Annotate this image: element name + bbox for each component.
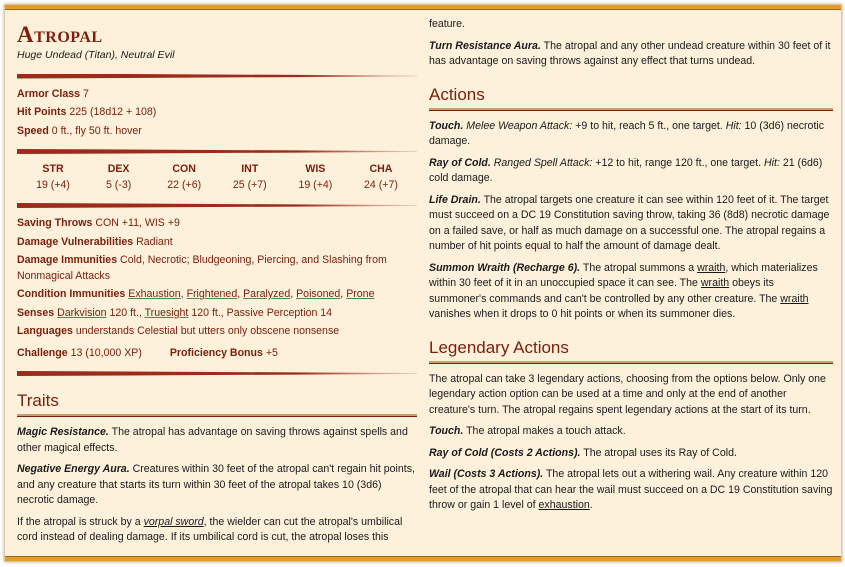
ability-cha: CHA 24 (+7): [364, 163, 398, 191]
traits-heading: Traits: [17, 391, 59, 410]
wraith-link[interactable]: wraith: [780, 292, 809, 305]
proficiency-bonus: Proficiency Bonus +5: [169, 346, 278, 359]
ability-wis: WIS 19 (+4): [298, 163, 333, 191]
ability-scores: [17, 162, 417, 193]
exhaustion-link[interactable]: exhaustion: [538, 499, 590, 511]
action-ray-of-cold: Ray of Cold. Ranged Spell Attack: +12 to hit, range 120 ft., one target. Hit: 21 (6d6) cold damage.: [429, 156, 823, 184]
languages: Languages understands Celestial but utters only obscene nonsense: [17, 325, 340, 337]
stat-block: [4, 4, 842, 562]
legendary-wail: Wail (Costs 3 Actions). The atropal lets out a withering wail. Any creature within 120 feet of the atropal that can hear the wail must succeed on a DC 19 Constitution saving throw or gain 1 level of exhaustion.: [429, 468, 833, 511]
legendary-touch: Touch. The atropal makes a touch attack.: [429, 425, 626, 437]
legendary-heading: Legendary Actions: [429, 337, 569, 357]
saving-throws: Saving Throws CON +11, WIS +9: [17, 217, 180, 229]
hit-points: Hit Points 225 (18d12 + 108): [17, 106, 157, 118]
vorpal-sword-link[interactable]: vorpal sword: [143, 515, 204, 528]
heading-underline: [17, 414, 417, 417]
left-column: [17, 11, 417, 555]
challenge-row: [17, 346, 417, 362]
monster-subtitle: Huge Undead (Titan), Neutral Evil: [17, 49, 175, 61]
trait-turn-resistance: Turn Resistance Aura. The atropal and any other undead creature within 30 feet of it has advantage on saving throws against any effect that turns undead.: [429, 39, 831, 67]
condition-link[interactable]: Poisoned: [296, 288, 341, 300]
challenge: Challenge 13 (10,000 XP): [17, 346, 142, 359]
action-summon-wraith: Summon Wraith (Recharge 6). The atropal summons a wraith, which materializes within 30 feet of it in an unoccupied space it can see. The wraith obeys its summoner's commands and can't be controlled by any other creature. The wraith vanishes when it drops to 0 hit points or when its summoner dies.: [429, 261, 818, 320]
trait-continuation: feature.: [429, 18, 465, 30]
armor-class: Armor Class 7: [17, 87, 89, 100]
actions-heading: Actions: [429, 84, 485, 104]
trait-negative-energy-aura: Negative Energy Aura. Creatures within 30 feet of the atropal can't regain hit points, and any creature that starts its turn within 30 feet of the atropal takes 10 (3d6) necrotic damage.: [17, 463, 415, 506]
divider: [17, 203, 417, 208]
condition-link[interactable]: Exhaustion: [128, 288, 181, 300]
divider: [17, 74, 417, 79]
condition-link[interactable]: Paralyzed: [243, 288, 291, 300]
trait-magic-resistance: Magic Resistance. The atropal has advantage on saving throws against spells and other magical effects.: [17, 426, 408, 454]
senses: Senses Darkvision 120 ft., Truesight 120 ft., Passive Perception 14: [17, 306, 333, 319]
heading-underline: [429, 108, 833, 111]
condition-link[interactable]: Prone: [346, 288, 375, 300]
ability-dex: DEX 5 (-3): [105, 163, 132, 191]
trait-vorpal: If the atropal is struck by a vorpal sword, the wielder can cut the atropal's umbilical cord instead of dealing damage. If its umbilical cord is cut, the atropal loses this: [17, 515, 403, 543]
speed: Speed 0 ft., fly 50 ft. hover: [17, 124, 142, 137]
right-column: [429, 11, 833, 555]
action-touch: Touch. Melee Weapon Attack: +9 to hit, reach 5 ft., one target. Hit: 10 (3d6) necrotic damage.: [429, 119, 825, 147]
truesight-link[interactable]: Truesight: [144, 306, 189, 319]
ability-str: STR 19 (+4): [36, 163, 70, 191]
wraith-link[interactable]: wraith: [697, 261, 726, 274]
condition-immunities: Condition Immunities Exhaustion, Frightened, Paralyzed, Poisoned, Prone: [17, 288, 375, 300]
darkvision-link[interactable]: Darkvision: [57, 306, 107, 319]
top-border: [5, 4, 841, 10]
action-life-drain: Life Drain. The atropal targets one creature it can see within 120 feet of it. The target must succeed on a DC 19 Constitution saving throw, taking 36 (8d8) necrotic damage on a failed save, or half as much damage on a successful one. The atropal regains a number of hit points equal to half the amount of damage dealt.: [429, 193, 830, 252]
bottom-border: [5, 556, 841, 562]
legendary-ray-of-cold: Ray of Cold (Costs 2 Actions). The atropal uses its Ray of Cold.: [429, 446, 737, 459]
damage-immunities: Damage Immunities Cold, Necrotic; Bludgeoning, Piercing, and Slashing from Nonmagical Attacks: [17, 254, 387, 282]
legendary-intro: The atropal can take 3 legendary actions, choosing from the options below. Only one legendary action option can be used at a time and only at the end of another creature's turn. The atropal regains spent legendary actions at the start of its turn.: [429, 372, 826, 416]
divider: [17, 149, 417, 154]
condition-link[interactable]: Frightened: [186, 288, 238, 300]
monster-name: Atropal: [17, 22, 103, 47]
heading-underline: [429, 361, 833, 364]
ability-con: CON 22 (+6): [167, 163, 202, 191]
wraith-link[interactable]: wraith: [700, 277, 730, 289]
divider: [17, 371, 417, 376]
ability-int: INT 25 (+7): [232, 163, 267, 191]
damage-vulnerabilities: Damage Vulnerabilities Radiant: [17, 235, 173, 248]
